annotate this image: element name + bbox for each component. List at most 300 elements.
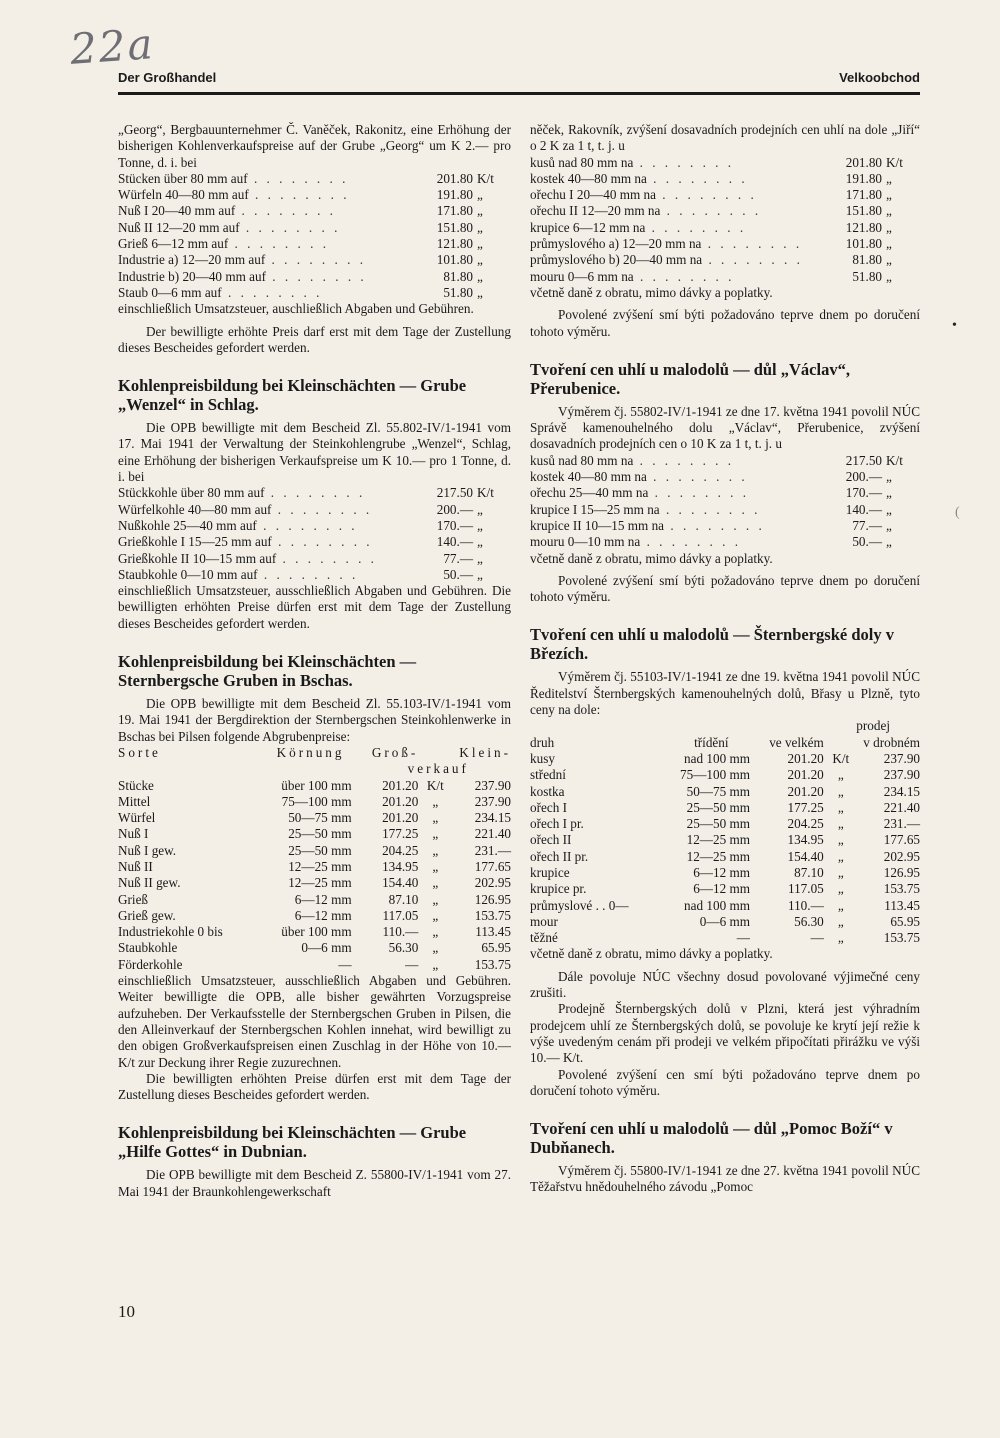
header-rule: [118, 92, 920, 95]
right-para-5: Dále povoluje NÚC všechny dosud povolované výjimečné ceny zrušiti.: [530, 968, 920, 1001]
cell-size: 6—12 mm: [693, 881, 750, 897]
cell-retail: 126.95: [883, 864, 920, 880]
margin-dot-mark: •: [952, 318, 957, 333]
cell-retail: 153.75: [474, 907, 511, 923]
price-label: [530, 485, 834, 501]
cell-sort: Staubkohle: [118, 940, 178, 956]
cell-wholesale: 201.20: [787, 783, 824, 799]
table-row: [530, 881, 920, 897]
cell-size: 12—25 mm: [288, 858, 352, 874]
right-intro: něček, Rakovník, zvýšení dosavadních prodejních cen uhlí na dole „Jiří“ o 2 K za 1 t, t. j. u: [530, 122, 920, 154]
cell-retail: 221.40: [474, 826, 511, 842]
price-unit: „: [477, 550, 483, 566]
right-para-1: Povolené zvýšení smí býti požadováno teprve dnem po doručení tohoto výměru.: [530, 307, 920, 339]
cell-wholesale: 177.25: [787, 799, 824, 815]
price-label: [530, 220, 834, 236]
price-label: [530, 518, 834, 534]
cell-retail: 221.40: [883, 799, 920, 815]
item-label: Nuß II 12—20 mm auf: [118, 219, 240, 235]
price-label: [118, 236, 425, 252]
price-unit: „: [477, 566, 483, 582]
price-value: 51.80: [852, 268, 882, 284]
cell-unit: „: [432, 956, 439, 972]
cell-sort: krupice: [530, 864, 570, 880]
cell-sort: těžné: [530, 930, 558, 946]
left-para-4: Die bewilligten erhöhten Preise dürfen erst mit dem Tage der Zustellung dieses Bescheides gefordert werden.: [118, 1070, 511, 1103]
price-value: 200.—: [436, 501, 473, 517]
cell-size: 50—75 mm: [288, 810, 352, 826]
list-item: [118, 236, 511, 252]
list-item: [530, 534, 920, 550]
cell-wholesale: 201.20: [382, 810, 419, 826]
item-label: Grießkohle I 15—25 mm auf: [118, 534, 272, 550]
list-item: [530, 203, 920, 219]
price-unit: „: [886, 485, 892, 501]
price-label: [530, 203, 834, 219]
item-label: Nußkohle 25—40 mm auf: [118, 517, 257, 533]
cell-sort: Grieß: [118, 891, 149, 907]
cell-sort: kostka: [530, 783, 565, 799]
list-item: [118, 534, 511, 550]
price-value: 217.50: [436, 485, 473, 501]
cell-size: 0—6 mm: [301, 940, 352, 956]
price-label: [530, 252, 834, 268]
cell-unit: „: [432, 875, 439, 891]
right-heading-sternberg: Tvoření cen uhlí u malodolů — Šternbergské doly v Březích.: [530, 625, 894, 664]
col-header-koernung: Körnung: [276, 744, 345, 760]
leader-dots: . . . . . . . .: [271, 534, 373, 550]
table-row: [118, 924, 511, 940]
price-value: 51.80: [443, 284, 473, 300]
price-label: [118, 518, 425, 534]
leader-dots: . . . . . . . .: [660, 203, 762, 219]
cell-retail: 177.65: [474, 858, 511, 874]
header-right: Velkoobchod: [839, 70, 920, 85]
cell-wholesale: 110.—: [382, 924, 419, 940]
item-label: mouru 0—10 mm na: [530, 534, 641, 550]
cell-size: 6—12 mm: [294, 907, 352, 923]
table-header-row: [118, 745, 511, 761]
table-row: [530, 865, 920, 881]
leader-dots: . . . . . . . .: [646, 469, 748, 485]
right-heading-pomoc: Tvoření cen uhlí u malodolů — důl „Pomoc Boží“ v Dubňanech.: [530, 1119, 893, 1158]
leader-dots: . . . . . . . .: [633, 154, 735, 170]
cell-unit: „: [432, 907, 439, 923]
table-row: [118, 940, 511, 956]
right-note-2: včetně daně z obratu, mimo dávky a poplatky.: [530, 550, 773, 566]
price-unit: „: [477, 203, 483, 219]
page-number: 10: [118, 1302, 135, 1321]
leader-dots: . . . . . . . .: [640, 534, 742, 550]
item-label: ořechu II 12—20 mm na: [530, 203, 661, 219]
price-value: 217.50: [845, 452, 882, 468]
col-header-sorte: Sorte: [118, 744, 161, 760]
leader-dots: . . . . . . . .: [276, 550, 377, 566]
cell-wholesale: 204.25: [787, 816, 824, 832]
list-item: [118, 518, 511, 534]
cell-wholesale: 87.10: [388, 891, 419, 907]
cell-unit: „: [432, 891, 439, 907]
cell-retail: 234.15: [474, 810, 511, 826]
cell-unit: „: [837, 881, 844, 897]
right-para-4: Výměrem čj. 55103-IV/1-1941 ze dne 19. května 1941 povolil NÚC Ředitelství Šternbergských kamenouhelných dolů, Břasy u Plzně, tyto ceny na dole:: [530, 669, 920, 718]
cell-retail: 153.75: [883, 930, 920, 946]
left-para-1: Der bewilligte erhöhte Preis darf erst mit dem Tage der Zustellung dieses Bescheides gefordert werden.: [118, 323, 511, 355]
cell-unit: „: [432, 924, 439, 940]
list-item: [530, 469, 920, 485]
price-label: [118, 551, 425, 567]
list-item: [530, 269, 920, 285]
cell-retail: 65.95: [890, 913, 920, 929]
col-header-prodej: prodej: [856, 718, 890, 734]
price-value: 151.80: [436, 219, 473, 235]
cell-retail: 231.—: [474, 842, 511, 858]
right-para-3: Povolené zvýšení smí býti požadováno teprve dnem po doručení tohoto výměru.: [530, 572, 920, 605]
price-unit: „: [477, 268, 483, 284]
price-value: 77.—: [443, 550, 473, 566]
leader-dots: . . . . . . . .: [646, 170, 748, 186]
cell-sort: Nuß II gew.: [118, 875, 181, 891]
list-item: [530, 171, 920, 187]
price-unit: „: [477, 501, 483, 517]
cell-retail: 113.45: [475, 924, 511, 940]
cell-unit: „: [837, 783, 844, 799]
cell-size: 25—50 mm: [686, 799, 750, 815]
price-value: 81.80: [443, 268, 473, 284]
price-value: 191.80: [845, 170, 882, 186]
right-para-6: Prodejně Šternbergských dolů v Plzni, která jest výhradním prodejcem uhlí ze Šternbergských dolů, se povoluje ke krytí její režie k výše uvedeným cenám při prodeji ve velkém připočítati přirážku ve výši 10.— K/t.: [530, 1001, 920, 1066]
list-item: [530, 518, 920, 534]
cell-unit: „: [837, 864, 844, 880]
margin-hole-mark: (: [955, 505, 960, 520]
leader-dots: . . . . . . . .: [701, 236, 803, 252]
cell-size: 75—100 mm: [680, 767, 750, 783]
left-para-3: Die OPB bewilligte mit dem Bescheid Zl. 55.103-IV/1-1941 vom 19. Mai 1941 der Bergdirektion der Sternbergschen Steinkohlenwerke in Bschas bei Pilsen folgende Abgrubenpreise:: [118, 696, 511, 744]
item-label: kostek 40—80 mm na: [530, 469, 647, 485]
cell-wholesale: 201.20: [382, 793, 419, 809]
cell-unit: „: [837, 767, 844, 783]
table-row: [118, 859, 511, 875]
cell-unit: „: [432, 858, 439, 874]
cell-wholesale: 110.—: [787, 897, 824, 913]
cell-wholesale: 204.25: [382, 842, 419, 858]
price-value: 101.80: [845, 236, 882, 252]
col-header-drobnem: v drobném: [863, 734, 920, 750]
price-unit: „: [886, 203, 892, 219]
cell-retail: 234.15: [883, 783, 920, 799]
price-value: 171.80: [845, 187, 882, 203]
price-unit: „: [477, 236, 483, 252]
leader-dots: . . . . . . . .: [645, 219, 747, 235]
left-sternberg-table: [118, 745, 511, 973]
table-row: [118, 794, 511, 810]
price-unit: „: [886, 170, 892, 186]
price-label: [530, 187, 834, 203]
leader-dots: . . . . . . . .: [239, 219, 341, 235]
cell-size: 12—25 mm: [288, 875, 352, 891]
left-para-2: Die OPB bewilligte mit dem Bescheid Zl. 55.802-IV/1-1941 vom 17. Mai 1941 der Verwaltung der Steinkohlengrube „Wenzel“, Schlag, eine Erhöhung der bisherigen Verkaufspreise um K 10.— pro 1 Tonne, d. i. bei: [118, 420, 511, 485]
list-item: [118, 187, 511, 203]
price-label: [118, 252, 425, 268]
list-item: [118, 203, 511, 219]
cell-sort: Nuß II: [118, 858, 153, 874]
price-value: 201.80: [436, 170, 473, 186]
price-value: 170.—: [436, 517, 473, 533]
list-item: [530, 155, 920, 171]
cell-wholesale: 56.30: [794, 913, 824, 929]
table-row: [118, 826, 511, 842]
col-header-verkauf: verkauf: [407, 761, 469, 777]
cell-wholesale: 117.05: [787, 881, 824, 897]
left-para-5: Die OPB bewilligte mit dem Bescheid Z. 55800-IV/1-1941 vom 27. Mai 1941 der Braunkohlengewerkschaft: [118, 1167, 511, 1199]
cell-size: nad 100 mm: [684, 750, 750, 766]
cell-size: 6—12 mm: [294, 891, 352, 907]
cell-wholesale: —: [405, 956, 419, 972]
cell-size: 6—12 mm: [693, 864, 750, 880]
leader-dots: . . . . . . . .: [257, 566, 359, 582]
left-note-2: einschließlich Umsatzsteuer, ausschließlich Abgaben und Gebühren. Die bewilligten erhöhten Preise dürfen erst mit dem Tage der Zustellung dieses Bescheides gefordert werden.: [118, 583, 511, 631]
list-item: [118, 485, 511, 501]
price-unit: „: [477, 252, 483, 268]
list-item: [530, 236, 920, 252]
price-unit: „: [886, 469, 892, 485]
table-row: [118, 778, 511, 794]
right-heading-vaclav: Tvoření cen uhlí u malodolů — důl „Václav“, Přerubenice.: [530, 359, 850, 398]
price-value: 121.80: [845, 219, 882, 235]
price-value: 191.80: [436, 187, 473, 203]
cell-sort: Grieß gew.: [118, 907, 176, 923]
price-value: 77.—: [852, 517, 882, 533]
list-item: [530, 453, 920, 469]
list-item: [118, 567, 511, 583]
cell-sort: mour: [530, 913, 558, 929]
right-price-list-1: [530, 155, 920, 285]
item-label: kusů nad 80 mm na: [530, 154, 634, 170]
cell-sort: Stücke: [118, 777, 154, 793]
cell-size: 12—25 mm: [686, 832, 750, 848]
cell-wholesale: 87.10: [794, 864, 824, 880]
cell-unit: K/t: [832, 750, 850, 766]
right-sternberg-table: [530, 718, 920, 946]
cell-sort: kusy: [530, 750, 555, 766]
leader-dots: . . . . . . . .: [655, 187, 757, 203]
cell-size: 75—100 mm: [281, 793, 352, 809]
left-heading-wenzel: Kohlenpreisbildung bei Kleinschächten — Grube „Wenzel“ in Schlag.: [118, 376, 467, 415]
price-unit: K/t: [886, 154, 903, 170]
right-para-7: Povolené zvýšení cen smí býti požadováno teprve dnem po doručení tohoto výměru.: [530, 1066, 920, 1098]
cell-unit: „: [432, 810, 439, 826]
list-item: [530, 220, 920, 236]
item-label: Stücken über 80 mm auf: [118, 170, 248, 186]
left-heading-dubnian: Kohlenpreisbildung bei Kleinschächten — Grube „Hilfe Gottes“ in Dubnian.: [118, 1123, 467, 1162]
table-row: [118, 908, 511, 924]
left-heading-sternberg: Kohlenpreisbildung bei Kleinschächten — Sternbergsche Gruben in Bschas.: [118, 652, 417, 691]
list-item: [530, 187, 920, 203]
item-label: průmyslového a) 12—20 mm na: [530, 236, 702, 252]
leader-dots: . . . . . . . .: [265, 268, 367, 284]
cell-wholesale: 154.40: [382, 875, 419, 891]
table-row: [530, 898, 920, 914]
price-unit: K/t: [477, 485, 494, 501]
left-note-3: einschließlich Umsatzsteuer, ausschließlich Abgaben und Gebühren. Weiter bewilligte die OPB, alle bisher gewährten Vorzugspreise aufzuheben. Der Verkaufsstelle der Sternbergschen Gruben in Pilsen, die den Alleinverkauf der Sternbergschen Kohlen innehat, wird bewilligt zu den obigen Großverkaufspreisen einen Zuschlag in der Höhe von 10.— K/t zur Deckung ihrer Regie zuzurechnen.: [118, 973, 511, 1070]
cell-wholesale: 134.95: [787, 832, 824, 848]
cell-size: 12—25 mm: [686, 848, 750, 864]
cell-size: nad 100 mm: [684, 897, 750, 913]
item-label: Stückkohle über 80 mm auf: [118, 485, 265, 501]
left-column: [118, 122, 511, 1200]
leader-dots: . . . . . . . .: [247, 170, 349, 186]
list-item: [118, 269, 511, 285]
price-label: [530, 502, 834, 518]
price-value: 50.—: [443, 566, 473, 582]
right-note-3: včetně daně z obratu, mimo dávky a poplatky.: [530, 946, 773, 962]
table-row: [530, 800, 920, 816]
item-label: ořechu 25—40 mm na: [530, 485, 649, 501]
price-value: 121.80: [436, 236, 473, 252]
item-label: krupice II 10—15 mm na: [530, 517, 665, 533]
price-label: [530, 269, 834, 285]
price-unit: „: [477, 284, 483, 300]
table-row: [118, 957, 511, 973]
cell-unit: „: [837, 913, 844, 929]
cell-wholesale: 201.20: [787, 767, 824, 783]
cell-unit: „: [837, 848, 844, 864]
cell-size: —: [736, 930, 750, 946]
price-value: 140.—: [436, 534, 473, 550]
cell-retail: 153.75: [883, 881, 920, 897]
price-label: [530, 171, 834, 187]
cell-sort: Förderkohle: [118, 956, 183, 972]
table-row: [118, 810, 511, 826]
price-unit: „: [886, 187, 892, 203]
price-label: [118, 534, 425, 550]
leader-dots: . . . . . . . .: [659, 501, 761, 517]
cell-size: —: [338, 956, 352, 972]
leader-dots: . . . . . . . .: [256, 517, 358, 533]
cell-sort: Nuß I gew.: [118, 842, 177, 858]
price-unit: K/t: [886, 452, 903, 468]
price-label: [530, 469, 834, 485]
cell-sort: ořech I: [530, 799, 567, 815]
price-label: [118, 567, 425, 583]
price-label: [530, 534, 834, 550]
cell-sort: ořech II: [530, 832, 572, 848]
right-price-list-2: [530, 453, 920, 551]
cell-retail: 231.—: [883, 816, 920, 832]
table-row: [118, 875, 511, 891]
cell-unit: „: [837, 930, 844, 946]
item-label: kostek 40—80 mm na: [530, 170, 647, 186]
leader-dots: . . . . . . . .: [235, 203, 336, 219]
table-row: [530, 816, 920, 832]
price-value: 170.—: [845, 485, 882, 501]
item-label: Industrie a) 12—20 mm auf: [118, 252, 266, 268]
list-item: [118, 551, 511, 567]
table-row: [530, 849, 920, 865]
col-header-klein: Klein-: [459, 744, 511, 760]
cell-size: 25—50 mm: [288, 826, 352, 842]
leader-dots: . . . . . . . .: [271, 501, 373, 517]
left-note-1: einschließlich Umsatzsteuer, auschließlich Abgaben und Gebühren.: [118, 301, 474, 317]
price-label: [530, 155, 834, 171]
cell-unit: „: [432, 793, 439, 809]
price-label: [118, 220, 425, 236]
price-unit: „: [886, 252, 892, 268]
price-unit: „: [477, 517, 483, 533]
header-left: Der Großhandel: [118, 70, 217, 85]
item-label: průmyslového b) 20—40 mm na: [530, 252, 703, 268]
cell-size: 50—75 mm: [686, 783, 750, 799]
list-item: [530, 502, 920, 518]
item-label: Grießkohle II 10—15 mm auf: [118, 550, 277, 566]
price-value: 200.—: [845, 469, 882, 485]
price-label: [118, 171, 425, 187]
cell-retail: 237.90: [883, 750, 920, 766]
price-label: [118, 285, 425, 301]
item-label: ořechu I 20—40 mm na: [530, 187, 656, 203]
price-label: [530, 453, 834, 469]
table-row: [530, 751, 920, 767]
cell-size: 25—50 mm: [288, 842, 352, 858]
price-unit: „: [886, 501, 892, 517]
left-price-list-1: [118, 171, 511, 301]
leader-dots: . . . . . . . .: [648, 485, 750, 501]
cell-wholesale: 56.30: [388, 940, 419, 956]
left-intro: „Georg“, Bergbauunternehmer Č. Vaněček, Rakonitz, eine Erhöhung der bisherigen Kohlenverkaufspreise auf der Grube „Georg“ um K 2.— pro Tonne, d. i. bei: [118, 122, 511, 170]
cell-retail: 65.95: [481, 940, 511, 956]
price-value: 171.80: [436, 203, 473, 219]
price-unit: „: [886, 517, 892, 533]
price-value: 201.80: [845, 154, 882, 170]
price-unit: „: [477, 534, 483, 550]
cell-retail: 237.90: [474, 793, 511, 809]
list-item: [118, 502, 511, 518]
cell-size: über 100 mm: [281, 777, 352, 793]
table-row: [530, 767, 920, 783]
right-note-1: včetně daně z obratu, mimo dávky a poplatky.: [530, 284, 773, 300]
cell-retail: 237.90: [883, 767, 920, 783]
item-label: Würfelkohle 40—80 mm auf: [118, 501, 272, 517]
cell-size: 0—6 mm: [699, 913, 750, 929]
price-label: [118, 203, 425, 219]
cell-unit: K/t: [426, 777, 444, 793]
cell-sort: ořech I pr.: [530, 816, 584, 832]
price-label: [118, 502, 425, 518]
cell-sort: Nuß I: [118, 826, 149, 842]
list-item: [118, 285, 511, 301]
item-label: mouru 0—6 mm na: [530, 268, 634, 284]
cell-size: 25—50 mm: [686, 816, 750, 832]
cell-unit: „: [837, 799, 844, 815]
price-value: 50.—: [852, 534, 882, 550]
cell-wholesale: 177.25: [382, 826, 419, 842]
leader-dots: . . . . . . . .: [633, 452, 735, 468]
list-item: [530, 485, 920, 501]
item-label: kusů nad 80 mm na: [530, 452, 634, 468]
right-para-8: Výměrem čj. 55800-IV/1-1941 ze dne 27. května 1941 povolil NÚC Těžařstvu hnědouhelného závodu „Pomoc: [530, 1163, 920, 1195]
price-unit: „: [886, 534, 892, 550]
right-para-2: Výměrem čj. 55802-IV/1-1941 ze dne 17. května 1941 povolil NÚC Správě kamenouhelného dolu „Václav“, Přerubenice, zvýšení dosavadních prodejních cen o 10 K za 1 t, t. j. u: [530, 403, 920, 452]
cell-wholesale: 201.20: [787, 750, 824, 766]
price-unit: „: [886, 219, 892, 235]
item-label: Staub 0—6 mm auf: [118, 284, 222, 300]
cell-unit: „: [837, 897, 844, 913]
col-header-trideni: třídění: [694, 734, 729, 750]
cell-retail: 202.95: [883, 848, 920, 864]
left-price-list-2: [118, 485, 511, 583]
col-header-gross: Groß-: [371, 744, 419, 760]
item-label: Würfeln 40—80 mm auf: [118, 187, 249, 203]
